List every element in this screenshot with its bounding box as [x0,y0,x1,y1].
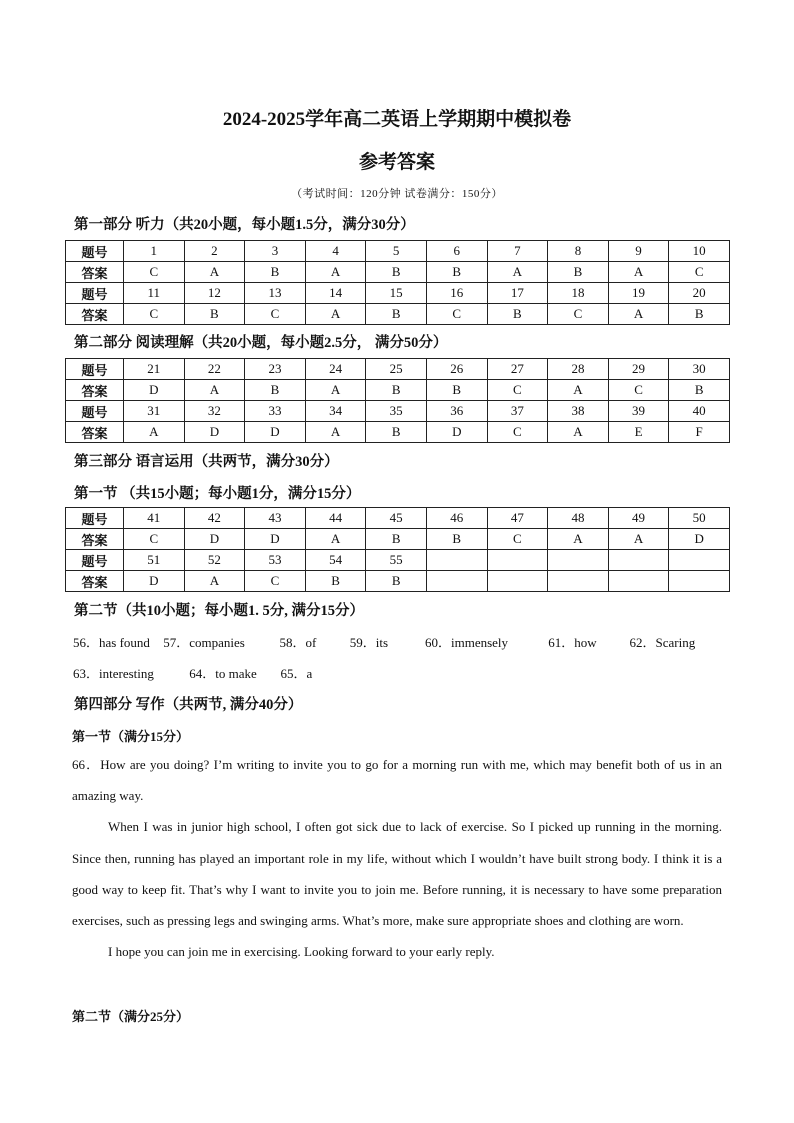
table-cell: 33 [245,401,306,422]
table-cell: C [487,422,548,443]
table-cell: 52 [184,550,245,571]
table-cell: C [608,380,669,401]
table-cell: 12 [184,283,245,304]
row-label: 答案 [66,380,124,401]
table-cell: A [487,262,548,283]
table-cell: 4 [305,241,366,262]
table-cell: D [124,571,185,592]
fill-answer: 58．of [279,635,317,650]
table-cell: C [124,304,185,325]
table-cell: 55 [366,550,427,571]
table-cell: 34 [305,401,366,422]
table-cell: 18 [548,283,609,304]
table-cell: 5 [366,241,427,262]
table-cell: D [245,422,306,443]
table-cell: 6 [426,241,487,262]
table-cell: 46 [426,508,487,529]
table-cell: 9 [608,241,669,262]
table-cell: 3 [245,241,306,262]
table-cell: D [245,529,306,550]
table-cell: A [608,304,669,325]
table-row [66,571,730,592]
fill-answer: 56．has found [73,635,150,650]
table-cell: B [245,380,306,401]
table-cell: 2 [184,241,245,262]
table-cell: 43 [245,508,306,529]
table-cell: 15 [366,283,427,304]
row-label: 题号 [66,241,124,262]
table-cell: 42 [184,508,245,529]
fill-answer: 59．its [349,635,389,650]
table-row [66,380,730,401]
table-cell: B [366,422,427,443]
table-cell: D [124,380,185,401]
table-row [66,422,730,443]
table-cell: B [184,304,245,325]
part4-section2-heading: 第二节（满分25分） [72,1009,190,1024]
table-cell: 51 [124,550,185,571]
table-cell: 35 [366,401,427,422]
table-cell: 1 [124,241,185,262]
fill-answer: 64．to make [189,666,257,681]
table-cell: 47 [487,508,548,529]
table-cell: 29 [608,359,669,380]
table-cell: B [366,529,427,550]
table-cell [426,571,487,592]
part2-heading: 第二部分 阅读理解（共20小题，每小题2.5分， 满分50分） [74,335,448,351]
table-cell: 23 [245,359,306,380]
fill-answers-line2 [73,663,312,682]
table-cell: B [305,571,366,592]
row-label: 题号 [66,401,124,422]
exam-meta: （考试时间：120分钟 试卷满分：150分） [291,188,503,200]
fill-answer: 57．companies [163,635,245,650]
table-cell [608,550,669,571]
row-label: 题号 [66,508,124,529]
essay-paragraph: 66．How are you doing? I’m writing to invite you to go for a morning run with me, which may benefit both of us in an amazing way. [72,757,722,804]
row-label: 答案 [66,571,124,592]
fill-answer: 65．a [280,666,313,681]
table-cell: D [184,529,245,550]
row-label: 答案 [66,422,124,443]
table-cell: C [124,262,185,283]
table-cell: 25 [366,359,427,380]
table-cell: F [669,422,730,443]
fill-answer: 62．Scaring [629,635,696,650]
table-cell: C [426,304,487,325]
table-cell: B [426,529,487,550]
part3-answer-table [65,507,730,592]
table-cell: 36 [426,401,487,422]
table-cell: A [184,262,245,283]
table-cell: A [548,422,609,443]
table-row [66,241,730,262]
part1-answer-table [65,240,730,325]
table-cell: 44 [305,508,366,529]
table-cell: C [548,304,609,325]
table-cell: A [608,529,669,550]
table-cell: 39 [608,401,669,422]
table-cell: A [608,262,669,283]
fill-answer: 60．immensely [425,635,509,650]
table-cell: 54 [305,550,366,571]
table-cell [669,550,730,571]
part4-section1-heading: 第一节（满分15分） [72,729,190,744]
row-label: 答案 [66,304,124,325]
table-cell: 19 [608,283,669,304]
table-cell: 53 [245,550,306,571]
table-cell [548,571,609,592]
table-cell: 20 [669,283,730,304]
table-cell: A [305,262,366,283]
table-cell: 48 [548,508,609,529]
table-cell: C [487,529,548,550]
table-cell: 38 [548,401,609,422]
table-cell: 32 [184,401,245,422]
table-cell: A [184,380,245,401]
part2-answer-table [65,358,730,443]
table-cell: 24 [305,359,366,380]
table-row [66,550,730,571]
table-cell: 17 [487,283,548,304]
table-cell: B [669,380,730,401]
table-row [66,508,730,529]
table-cell [608,571,669,592]
table-row [66,262,730,283]
table-cell [669,571,730,592]
table-cell: A [124,422,185,443]
table-cell: B [366,571,427,592]
fill-answer: 63．interesting [73,666,154,681]
table-cell: 50 [669,508,730,529]
table-cell: B [487,304,548,325]
essay-paragraph: I hope you can join me in exercising. Looking forward to your early reply. [108,944,495,960]
table-cell: A [305,422,366,443]
table-cell: B [366,380,427,401]
table-cell: 40 [669,401,730,422]
table-cell [487,571,548,592]
part1-heading: 第一部分 听力（共20小题，每小题1.5分，满分30分） [74,217,415,233]
table-cell: 10 [669,241,730,262]
table-cell: B [245,262,306,283]
table-cell: D [669,529,730,550]
part4-heading: 第四部分 写作（共两节, 满分40分） [74,697,303,713]
table-cell: C [245,571,306,592]
table-cell [426,550,487,571]
table-cell: B [366,262,427,283]
table-cell: A [184,571,245,592]
row-label: 题号 [66,359,124,380]
table-cell: 21 [124,359,185,380]
page-subtitle: 参考答案 [358,152,435,173]
table-cell: 41 [124,508,185,529]
table-cell: 26 [426,359,487,380]
table-cell: 14 [305,283,366,304]
table-cell [548,550,609,571]
table-cell: 27 [487,359,548,380]
table-cell: A [305,380,366,401]
table-cell: E [608,422,669,443]
table-cell: 31 [124,401,185,422]
part3-heading: 第三部分 语言运用（共两节，满分30分） [74,454,339,470]
table-cell [487,550,548,571]
table-cell: A [305,529,366,550]
table-cell: 49 [608,508,669,529]
table-row [66,401,730,422]
table-cell: B [426,262,487,283]
row-label: 题号 [66,550,124,571]
table-cell: C [245,304,306,325]
table-row [66,359,730,380]
table-cell: 28 [548,359,609,380]
table-cell: 8 [548,241,609,262]
table-cell: 45 [366,508,427,529]
table-cell: A [548,529,609,550]
essay-paragraph: When I was in junior high school, I often got sick due to lack of exercise. So I picked up running in the morning. Since then, running has played an important role in my life, without which I wouldn’t have built strong body. I think it is a good way to keep fit. That’s why I want to invite you to join me. Before running, it is necessary to have some preparation exercises, such as pressing legs and swinging arms. What’s more, make sure appropriate shoes and clothing are worn. [72,819,722,929]
table-row [66,529,730,550]
table-cell: C [124,529,185,550]
table-cell: D [184,422,245,443]
table-cell: C [487,380,548,401]
table-cell: 22 [184,359,245,380]
table-cell: B [548,262,609,283]
table-cell: 16 [426,283,487,304]
row-label: 答案 [66,529,124,550]
table-cell: B [426,380,487,401]
row-label: 答案 [66,262,124,283]
table-cell: 11 [124,283,185,304]
table-cell: B [366,304,427,325]
part3-section2-heading: 第二节（共10小题；每小题1. 5分, 满分15分） [74,603,364,619]
table-row [66,283,730,304]
table-cell: A [305,304,366,325]
table-cell: 30 [669,359,730,380]
table-cell: 7 [487,241,548,262]
page-title: 2024-2025学年高二英语上学期期中模拟卷 [222,109,572,130]
table-cell: 13 [245,283,306,304]
table-row [66,304,730,325]
table-cell: D [426,422,487,443]
part3-section1-heading: 第一节 （共15小题；每小题1分，满分15分） [74,486,361,502]
fill-answers-line1 [73,632,695,651]
table-cell: C [669,262,730,283]
table-cell: 37 [487,401,548,422]
fill-answer: 61．how [548,635,597,650]
table-cell: A [548,380,609,401]
sample-essay [72,749,722,967]
row-label: 题号 [66,283,124,304]
table-cell: B [669,304,730,325]
